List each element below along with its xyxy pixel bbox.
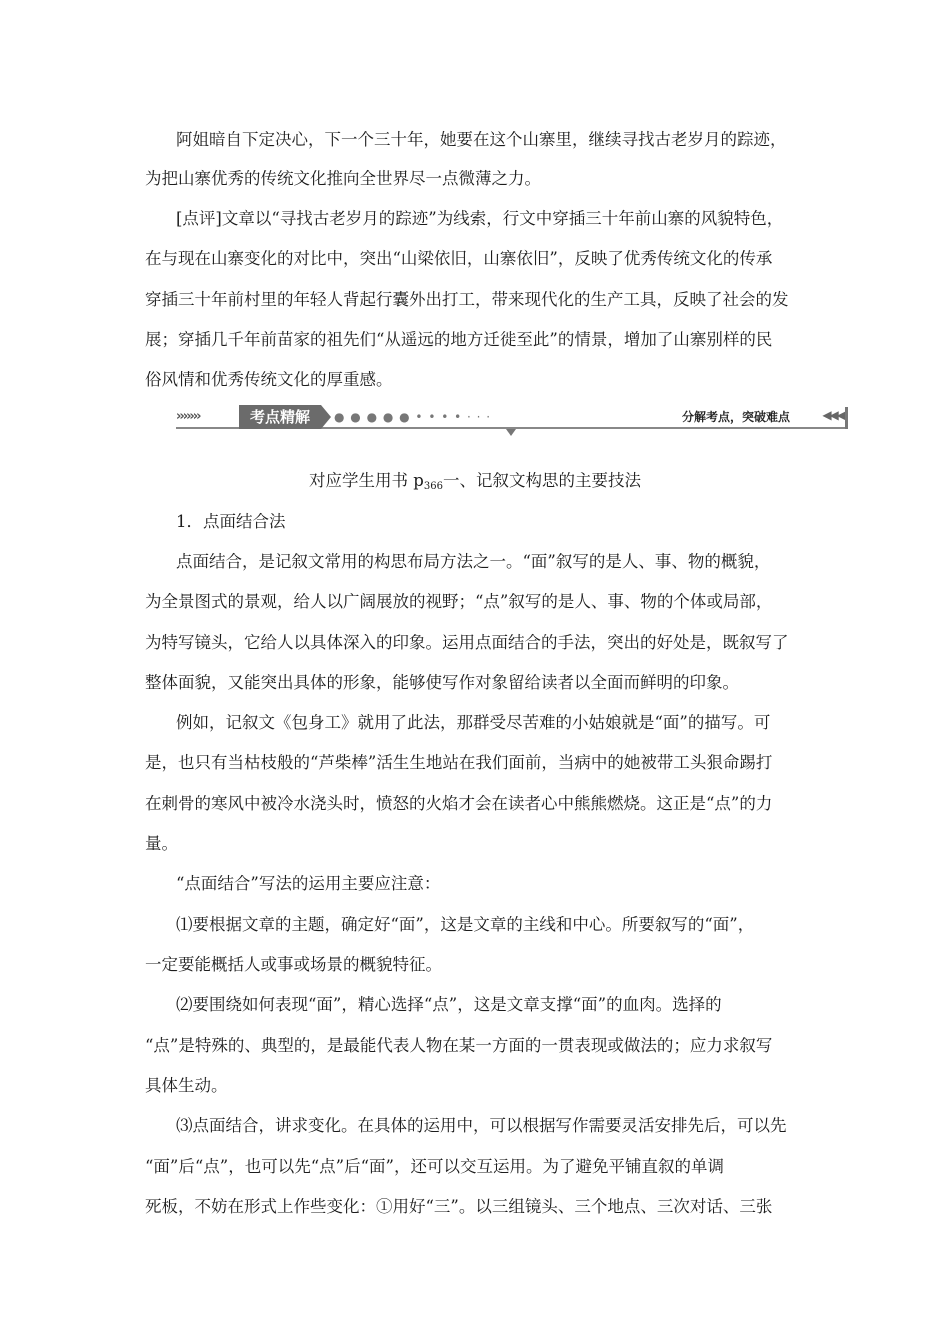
comment-line: 穿插三十年前村里的年轻人背起行囊外出打工，带来现代化的生产工具，反映了社会的发 [145, 290, 789, 309]
paragraph-line: 阿姐暗自下定决心，下一个三十年，她要在这个山寨里，继续寻找古老岁月的踪迹， [176, 130, 787, 149]
banner-slogan: 分解考点，突破难点 [681, 410, 790, 424]
comment-line: [点评]文章以“寻找古老岁月的踪迹”为线索，行文中穿插三十年前山寨的风貌特色， [176, 209, 784, 228]
body-line: “面”后“点”，也可以先“点”后“面”，还可以交互运用。为了避免平铺直叙的单调 [145, 1157, 724, 1176]
comment-line: 俗风情和优秀传统文化的厚重感。 [145, 370, 393, 389]
body-line: 为特写镜头，它给人以具体深入的印象。运用点面结合的手法，突出的好处是，既叙写了 [145, 633, 789, 652]
triangle-down-icon [506, 429, 516, 436]
body-line: 例如，记叙文《包身工》就用了此法，那群受尽苦难的小姑娘就是“面”的描写。可 [176, 713, 771, 732]
chevron-right-icon: ››››››› [176, 409, 200, 424]
body-line: 具体生动。 [145, 1076, 228, 1095]
body-line: 点面结合，是记叙文常用的构思布局方法之一。“面”叙写的是人、事、物的概貌， [176, 552, 771, 571]
body-line: ⑶点面结合，讲求变化。在具体的运用中，可以根据写作需要灵活安排先后，可以先 [176, 1116, 787, 1135]
subheading: 1．点面结合法 [176, 512, 286, 531]
section-heading [0, 461, 950, 503]
tag-arrow-icon [321, 405, 331, 429]
dots-decoration: ● ● ● ● ● • • • • · · · [334, 410, 492, 424]
arrow-left-icon: ◀◀◀ [822, 408, 844, 422]
body-line: 在刺骨的寒风中被冷水浇头时，愤怒的火焰才会在读者心中熊熊燃烧。这正是“点”的力 [145, 794, 773, 813]
banner-end-bar [845, 407, 848, 429]
body-line: ⑵要围绕如何表现“面”，精心选择“点”，这是文章支撑“面”的血肉。选择的 [176, 995, 722, 1014]
comment-line: 在与现在山寨变化的对比中，突出“山梁依旧，山寨依旧”，反映了优秀传统文化的传承 [145, 249, 773, 268]
body-line: 死板，不妨在形式上作些变化：①用好“三”。以三组镜头、三个地点、三次对话、三张 [145, 1197, 773, 1216]
section-banner [176, 403, 848, 437]
body-line: 一定要能概括人或事或场景的概貌特征。 [145, 955, 442, 974]
book-reference-page: 366 [423, 481, 443, 492]
body-line: 为全景图式的景观，给人以广阔展放的视野；“点”叙写的是人、事、物的个体或局部， [145, 592, 773, 611]
body-line: “点”是特殊的、典型的，是最能代表人物在某一方面的一贯表现或做法的；应力求叙写 [145, 1036, 773, 1055]
body-line: 整体面貌，又能突出具体的形象，能够使写作对象留给读者以全面而鲜明的印象。 [145, 673, 739, 692]
paragraph-line: 为把山寨优秀的传统文化推向全世界尽一点微薄之力。 [145, 169, 541, 188]
section-title: 一、记叙文构思的主要技法 [442, 471, 641, 490]
body-line: ⑴要根据文章的主题，确定好“面”，这是文章的主线和中心。所要叙写的“面”， [176, 915, 755, 934]
comment-line: 展；穿插几千年前苗家的祖先们“从遥远的地方迁徙至此”的情景，增加了山寨别样的民 [145, 330, 773, 349]
body-line: 是，也只有当枯枝般的“芦柴棒”活生生地站在我们面前，当病中的她被带工头狠命踢打 [145, 753, 773, 772]
body-line: “点面结合”写法的运用主要应注意： [176, 874, 441, 893]
book-reference: 对应学生用书 p [309, 471, 424, 490]
banner-tag: 考点精解 [239, 405, 321, 429]
body-line: 量。 [145, 834, 178, 853]
